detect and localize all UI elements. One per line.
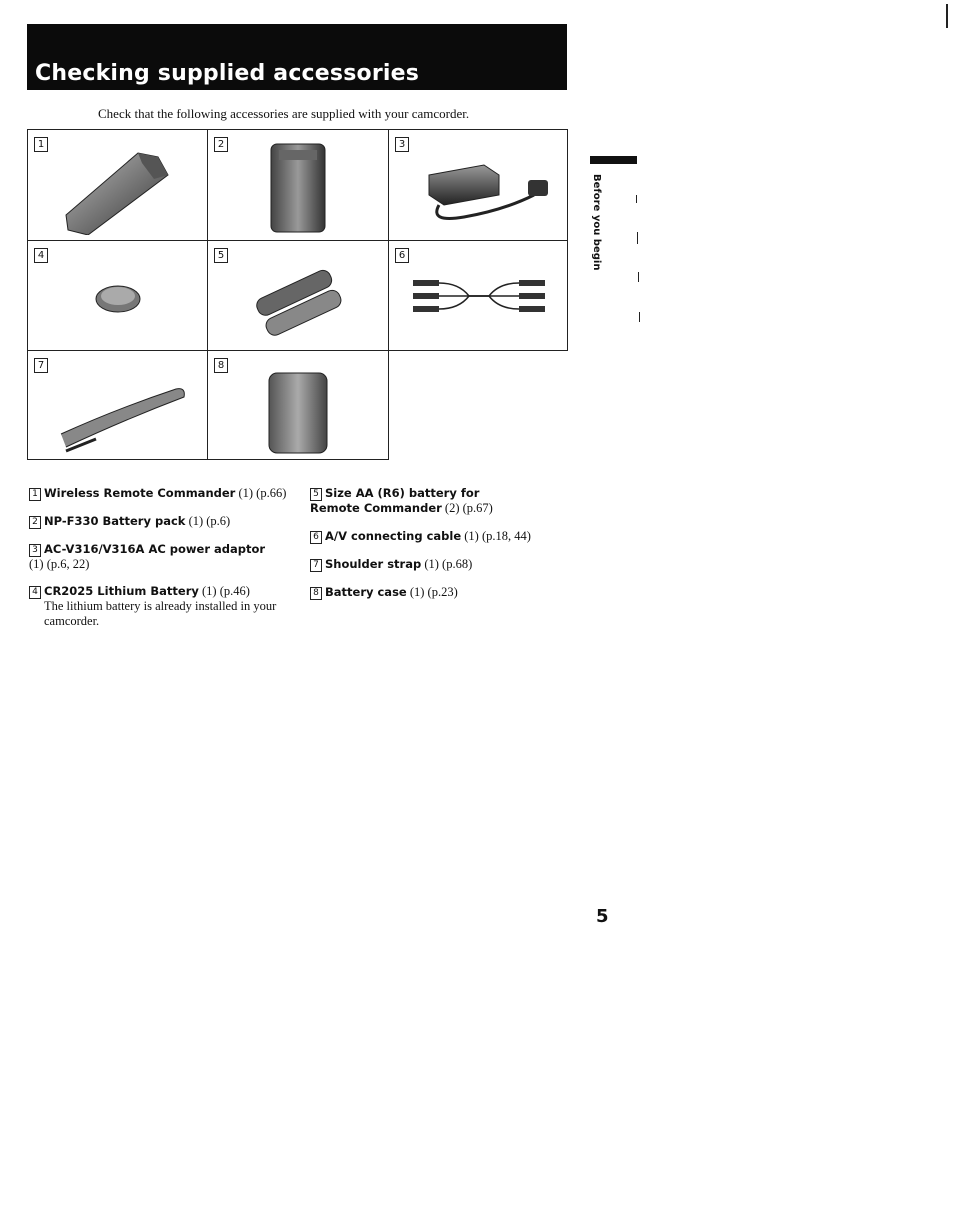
- accessories-grid: [27, 129, 568, 460]
- item-number-badge: 5: [214, 248, 228, 263]
- battery-pack-illustration: [263, 140, 333, 236]
- remote-commander-illustration: [58, 145, 188, 235]
- list-item: 8 Battery case (1) (p.23): [310, 585, 580, 600]
- grid-cell-aa-batteries: [207, 240, 389, 351]
- item-number-badge: 8: [214, 358, 228, 373]
- list-item: 4 CR2025 Lithium Battery (1) (p.46) The lithium battery is already installed in your camcorder.: [29, 584, 279, 629]
- title-bar: [27, 24, 567, 90]
- grid-cell-av-cable: [388, 240, 568, 351]
- scan-mark: [639, 312, 640, 322]
- list-item: 1 Wireless Remote Commander (1) (p.66): [29, 486, 299, 501]
- grid-cell-remote: [27, 129, 208, 241]
- grid-cell-lithium-battery: [27, 240, 208, 351]
- list-item-note: The lithium battery is already installed in your camcorder.: [44, 599, 277, 628]
- av-cable-illustration: [409, 271, 549, 321]
- list-item: 3 AC-V316/V316A AC power adaptor (1) (p.6, 22): [29, 542, 266, 571]
- list-item: 5 Size AA (R6) battery for Remote Commander (2) (p.67): [310, 486, 493, 515]
- scan-mark: [637, 232, 638, 244]
- item-number-badge: 7: [34, 358, 48, 373]
- grid-cell-battery-pack: [207, 129, 389, 241]
- list-item: 6 A/V connecting cable (1) (p.18, 44): [310, 529, 580, 544]
- ac-adaptor-illustration: [424, 155, 554, 225]
- list-item: 2 NP-F330 Battery pack (1) (p.6): [29, 514, 299, 529]
- scan-mark: [638, 272, 639, 282]
- grid-cell-battery-case: [207, 350, 389, 460]
- item-number-badge: 4: [34, 248, 48, 263]
- item-number-badge: 2: [214, 137, 228, 152]
- shoulder-strap-illustration: [56, 379, 191, 454]
- item-number-badge: 6: [395, 248, 409, 263]
- scan-mark: [946, 4, 948, 28]
- page-title: Checking supplied accessories: [35, 61, 420, 86]
- section-label: Before you begin: [591, 174, 602, 271]
- battery-case-illustration: [263, 369, 333, 457]
- scan-mark: [636, 195, 637, 203]
- lithium-battery-illustration: [93, 281, 143, 316]
- grid-cell-ac-adaptor: [388, 129, 568, 241]
- item-number-badge: 3: [395, 137, 409, 152]
- section-tab-marker: [590, 156, 637, 164]
- item-number-badge: 1: [34, 137, 48, 152]
- page-number: 5: [596, 906, 609, 927]
- grid-cell-shoulder-strap: [27, 350, 208, 460]
- intro-text: Check that the following accessories are supplied with your camcorder.: [98, 106, 470, 121]
- aa-batteries-illustration: [248, 261, 348, 341]
- list-item: 7 Shoulder strap (1) (p.68): [310, 557, 580, 572]
